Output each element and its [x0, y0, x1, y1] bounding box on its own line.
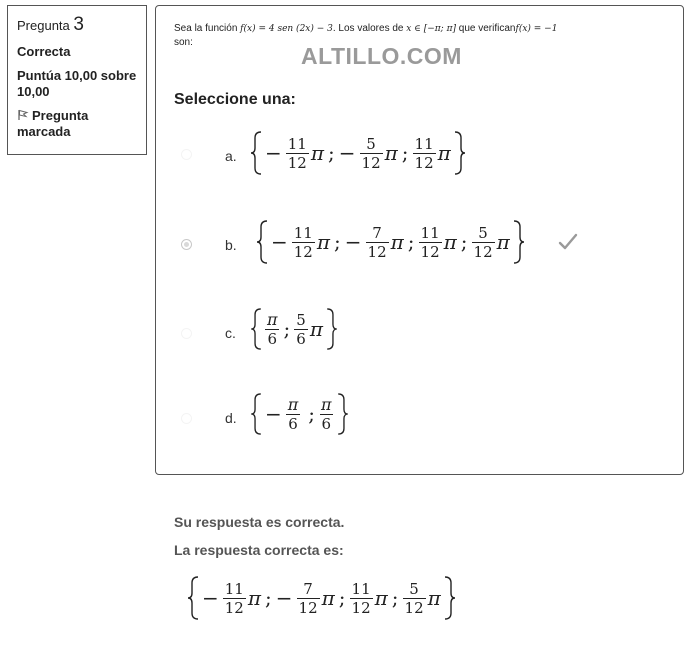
separator: ; — [308, 402, 316, 426]
numerator: 11 — [293, 223, 313, 242]
minus-sign: − — [271, 230, 288, 254]
question-formula-x: x ∈ [−π; π] — [406, 24, 456, 34]
minus-sign: − — [275, 586, 293, 610]
feedback-result: Su respuesta es correcta. — [174, 514, 345, 530]
separator: ; — [460, 230, 468, 254]
radio-option-b[interactable] — [181, 239, 192, 250]
separator: ; — [328, 141, 335, 165]
pi-symbol: π — [390, 230, 404, 254]
radio-option-c[interactable] — [181, 328, 192, 339]
left-brace — [249, 307, 263, 351]
pi-symbol: π — [247, 586, 262, 610]
fraction — [292, 224, 315, 261]
numerator: 11 — [287, 134, 307, 153]
pi-symbol: π — [309, 317, 323, 341]
denominator: 12 — [473, 242, 493, 261]
fraction — [403, 580, 426, 617]
minus-sign: − — [344, 230, 362, 254]
denominator: 12 — [361, 153, 381, 172]
option-math-d — [249, 392, 350, 440]
denominator: 12 — [404, 598, 424, 617]
feedback-area — [174, 514, 345, 558]
correct-answer-math — [186, 575, 457, 625]
left-brace — [249, 392, 263, 436]
separator: ; — [401, 141, 409, 165]
denominator: 6 — [321, 414, 332, 433]
fraction — [360, 135, 383, 172]
option-label-a: a. — [225, 148, 237, 164]
denominator: 12 — [351, 598, 371, 617]
question-content-box — [155, 5, 684, 475]
right-brace — [453, 130, 467, 176]
question-grade: Puntúa 10,00 sobre 10,00 — [17, 68, 137, 99]
fraction — [350, 580, 373, 617]
numerator: 5 — [296, 310, 306, 329]
question-text-a: Sea la función — [174, 23, 241, 34]
separator: ; — [334, 230, 341, 254]
question-number-value: 3 — [73, 14, 84, 35]
pi-symbol: π — [427, 586, 441, 610]
denominator: 6 — [288, 414, 298, 433]
separator: ; — [265, 586, 272, 610]
numerator: 7 — [303, 579, 313, 598]
numerator: π — [267, 309, 278, 329]
right-brace — [325, 307, 339, 351]
check-icon — [558, 233, 578, 251]
minus-sign: − — [265, 402, 282, 426]
separator: ; — [338, 586, 346, 610]
question-label: Pregunta — [17, 18, 70, 33]
denominator: 12 — [293, 242, 313, 261]
fraction — [366, 224, 389, 261]
denominator: 12 — [367, 242, 387, 261]
pi-symbol: π — [384, 141, 398, 165]
denominator: 12 — [420, 242, 440, 261]
option-label-d: d. — [225, 410, 237, 426]
answer-option-c[interactable] — [156, 304, 683, 364]
watermark: ALTILLO.COM — [301, 43, 462, 69]
fraction — [223, 580, 246, 617]
denominator: 12 — [224, 598, 244, 617]
radio-option-a[interactable] — [181, 149, 192, 160]
fraction — [319, 396, 334, 433]
pi-symbol: π — [310, 141, 325, 165]
flag-label: Pregunta marcada — [17, 108, 89, 139]
fraction — [297, 580, 320, 617]
pi-symbol: π — [374, 586, 388, 610]
radio-option-d[interactable] — [181, 413, 192, 424]
answer-option-d[interactable] — [156, 389, 683, 449]
option-label-b: b. — [225, 237, 237, 253]
answer-option-a[interactable] — [156, 126, 683, 186]
fraction — [286, 135, 309, 172]
fraction — [294, 311, 308, 348]
question-formula-f: f(x) = 4 sen (2x) − 3 — [240, 24, 333, 34]
numerator: 7 — [372, 223, 382, 242]
pi-symbol: π — [443, 230, 457, 254]
question-text-b: . Los valores de — [332, 23, 407, 34]
denominator: 6 — [267, 329, 278, 348]
fraction — [472, 224, 495, 261]
option-math-b — [255, 219, 526, 269]
numerator: 5 — [366, 134, 376, 153]
numerator: 11 — [351, 579, 371, 598]
numerator: 5 — [478, 223, 488, 242]
pi-symbol: π — [437, 141, 451, 165]
numerator: 11 — [414, 134, 434, 153]
pi-symbol: π — [321, 586, 335, 610]
fraction — [413, 135, 436, 172]
separator: ; — [283, 317, 291, 341]
numerator: 5 — [409, 579, 419, 598]
option-math-a — [249, 130, 467, 180]
option-label-c: c. — [225, 325, 236, 341]
fraction — [265, 311, 280, 348]
answer-option-b[interactable] — [156, 214, 683, 274]
question-number — [17, 14, 137, 36]
denominator: 12 — [414, 153, 434, 172]
right-brace — [443, 575, 457, 621]
left-brace — [186, 575, 200, 621]
numerator: π — [321, 394, 332, 414]
fraction — [419, 224, 442, 261]
denominator: 6 — [296, 329, 306, 348]
numerator: π — [287, 394, 299, 414]
right-brace — [512, 219, 526, 265]
question-text-c: que verifican — [456, 23, 516, 34]
minus-sign: − — [265, 141, 282, 165]
question-state: Correcta — [17, 44, 71, 59]
numerator: 11 — [224, 579, 244, 598]
numerator: 11 — [420, 223, 440, 242]
minus-sign: − — [338, 141, 356, 165]
flag-icon — [17, 109, 29, 121]
separator: ; — [391, 586, 399, 610]
question-text-d: son: — [174, 37, 193, 48]
right-brace — [336, 392, 350, 436]
pi-symbol: π — [496, 230, 510, 254]
denominator: 12 — [287, 153, 307, 172]
flag-question-link[interactable] — [17, 108, 137, 140]
separator: ; — [407, 230, 415, 254]
denominator: 12 — [298, 598, 318, 617]
question-info-panel — [7, 5, 147, 155]
minus-sign: − — [202, 586, 219, 610]
select-prompt: Seleccione una: — [174, 91, 296, 108]
question-formula-eq: f(x) = −1 — [515, 24, 558, 34]
correct-answer-label: La respuesta correcta es: — [174, 542, 344, 558]
pi-symbol: π — [316, 230, 331, 254]
option-math-c — [249, 307, 339, 355]
left-brace — [249, 130, 263, 176]
fraction — [286, 396, 301, 433]
left-brace — [255, 219, 269, 265]
